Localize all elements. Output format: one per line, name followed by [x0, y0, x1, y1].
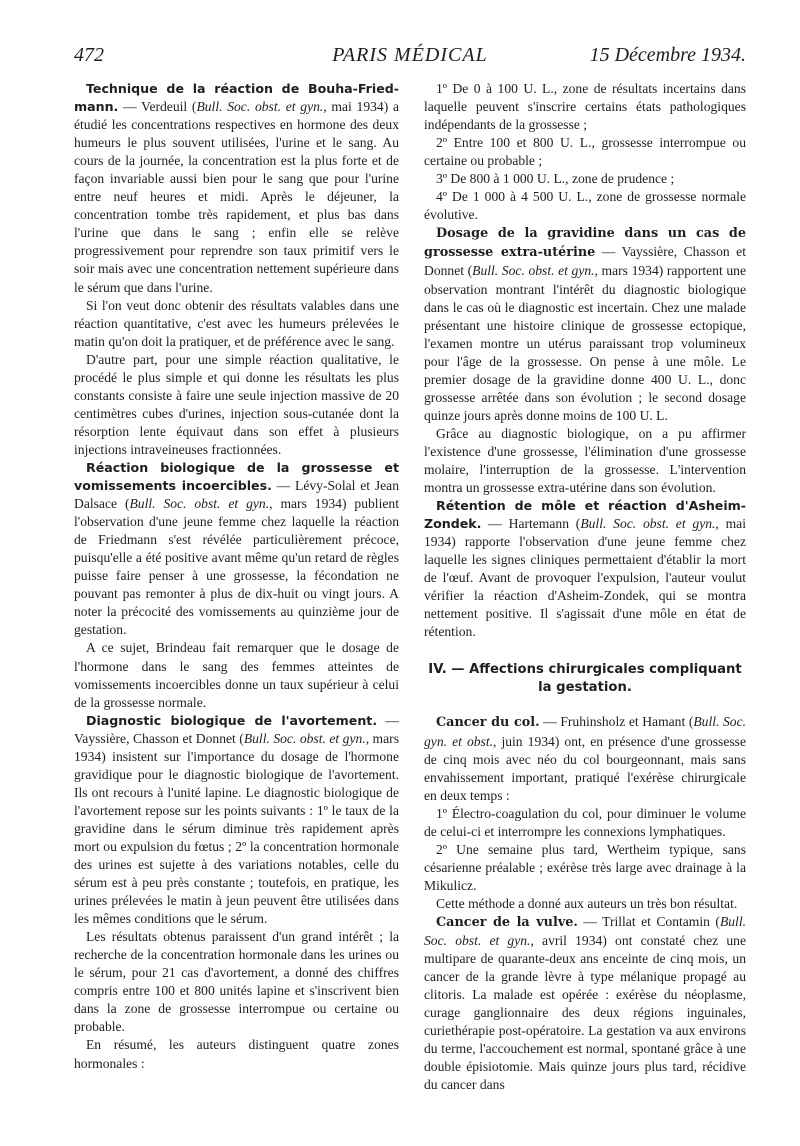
reference: Bull. Soc. obst. et gyn.: [196, 99, 324, 115]
paragraph: Technique de la réaction de Bouha-Fried-mann. — Verdeuil (Bull. Soc. obst. et gyn., mai 1934) a étudié les concentrations respectives en hormone des deux humeurs le plus souvent utilisées, l'urine et le sang. Au cours de la journée, la concentration est la plus forte et de façon invariable aussi bien pour le sang que pour l'urine entre neuf heures et midi. Après le déjeuner, la concentration tombe très rapidement, et plus bas dans l'urine que dans le sang ; enfin elle se relève progressivement pour reprendre son taux primitif vers le soir mais avec une concentration nettement supérieure dans le sérum que dans l'urine.: [74, 81, 399, 295]
paragraph: D'autre part, pour une simple réaction qualitative, le procédé le plus simple et qui donne les résultats les plus constants consiste à faire une seule injection massive de 20 centimètres cubes d'urines, injection sous-cutanée dont la résorption lente équivaut dans son effet à plusieurs injections intraveineuses fractionnées.: [74, 351, 399, 457]
paragraph: En résumé, les auteurs distinguent quatre zones hormonales :: [74, 1037, 399, 1071]
running-header: [74, 38, 746, 72]
issue-date: 15 Décembre 1934.: [589, 44, 746, 66]
paragraph: Cette méthode a donné aux auteurs un très bon résultat.: [436, 895, 738, 911]
section-title: IV. — Affections chirurgicales compliquant la gestation.: [428, 662, 742, 696]
list-item: 3º De 800 à 1 000 U. L., zone de prudence ;: [436, 171, 675, 187]
paragraph: Diagnostic biologique de l'avortement. — Vayssière, Chasson et Donnet (Bull. Soc. obst. et gyn., mars 1934) insistent sur l'importance du dosage de l'hormone gravidique pour le diagnostic biologique de l'avortement. Ils ont recours à l'unité lapine. Le diagnostic biologique de l'avortement repose sur les points suivants : 1º le taux de la gravidine dans le sérum diminue très rapidement après mort ou expulsion du fœtus ; 2º la concentration hormonale des urines est sujette à des variations notables, celle du sérum est à peu près constante ; toutefois, en pratique, les urines prélevées le matin à jeun peuvent être utilisées dans les mêmes conditions que le sérum.: [74, 712, 399, 927]
list-item: 1º Électro-coagulation du col, pour diminuer le volume de celui-ci et interrompre les connexions lymphatiques.: [424, 805, 746, 839]
reference: Bull. Soc. obst. et gyn.: [472, 263, 595, 279]
list-item: 2º Une semaine plus tard, Wertheim typique, sans césarienne préalable ; exérèse très large avec drainage à la Mikulicz.: [424, 841, 746, 893]
article-heading: Diagnostic biologique de l'avortement.: [86, 712, 378, 728]
paragraph: Réaction biologique de la grossesse et vomissements incoercibles. — Lévy-Solal et Jean Dalsace (Bull. Soc. obst. et gyn., mars 1934) publient l'observation d'une jeune femme chez laquelle la réaction de Friedmann s'est révélée particulièrement précoce, puisqu'elle a été positive avant même qu'un retard de règles puisse faire penser à une grossesse, la fécondation ne pouvant pas remonter à plus de dix-huit ou vingt jours. A noter la précocité des vomissements au quinzième jour de gestation.: [74, 459, 400, 638]
paragraph: Cancer de la vulve. — Trillat et Contamin (Bull. Soc. obst. et gyn., avril 1934) ont constaté chez une multipare de quarante-deux ans enceinte de cinq mois, un cancer de la grande lèvre à type mélanique propagé au clitoris. La malade est opérée : exérèse du néoplasme, curage ganglionnaire des deux régions inguinales, curiethérapie post-opératoire. La gestation va aux environs du terme, l'accouchement est normal, spontané grâce à une double épisiotomie. Mais quinze jours plus tard, récidive du cancer dans: [424, 913, 746, 1093]
page-number: 472: [74, 44, 104, 66]
reference: Bull. Soc. obst. et gyn.: [424, 913, 746, 949]
paragraph: A ce sujet, Brindeau fait remarquer que le dosage de l'hormone dans le sang des femmes atteintes de vomissements incoercibles donne un taux supérieur à celui de la grossesse normale.: [74, 640, 399, 710]
paragraph: Cancer du col. — Fruhinsholz et Hamant (Bull. Soc. gyn. et obst., juin 1934) ont, en présence d'une grossesse de cinq mois avec néo du col bourgeonnant, mais sans envahissement important, pratiqué l'exérèse chirurgicale en deux temps :: [424, 714, 747, 803]
article-heading: Rétention de môle et réaction d'Asheim-Zondek.: [424, 498, 746, 532]
list-item: 1º De 0 à 100 U. L., zone de résultats incertains dans laquelle peuvent s'inscrire certains états pathologiques indépendants de la grossesse ;: [424, 81, 746, 133]
article-heading: Réaction biologique de la grossesse et vomissements incoercibles.: [74, 459, 399, 494]
right-column: [424, 80, 746, 1094]
paragraph: Si l'on veut donc obtenir des résultats valables dans une réaction quantitative, c'est avec les humeurs prélevées le matin qu'on doit la pratiquer, et de préférence avec le sang.: [74, 297, 399, 349]
paragraph: Grâce au diagnostic biologique, on a pu affirmer l'existence d'une grossesse, l'élimination d'une grossesse molaire, l'interruption de la grossesse. L'intervention montra un grossesse extra-utérine dans son évolution.: [424, 425, 746, 496]
article-heading: Cancer du col.: [436, 715, 540, 731]
list-item: 4º De 1 000 à 4 500 U. L., zone de grossesse normale évolutive.: [424, 189, 746, 223]
article-heading: Dosage de la gravidine dans un cas de grossesse extra-utérine: [424, 226, 746, 261]
article-heading: Cancer de la vulve.: [436, 914, 578, 930]
reference: Bull. Soc. obst. et gyn.: [243, 730, 366, 746]
paragraph: Rétention de môle et réaction d'Asheim-Zondek. — Hartemann (Bull. Soc. obst. et gyn., mai 1934) rapporte l'observation d'une jeune femme chez laquelle les signes cliniques permettaient d'établir la mort de l'œuf. Avant de provoquer l'expulsion, l'auteur voulut vérifier la réaction d'Asheim-Zondek, qui se montra nettement positive. Il s'agissait d'une môle en état de rétention.: [424, 498, 746, 640]
reference: Bull. Soc. obst. et gyn.: [129, 496, 270, 512]
reference: Bull. Soc. gyn. et obst.: [424, 714, 747, 749]
journal-title: PARIS MÉDICAL: [332, 44, 488, 66]
paragraph: Dosage de la gravidine dans un cas de grossesse extra-utérine — Vayssière, Chasson et Donnet (Bull. Soc. obst. et gyn., mars 1934) rapportent une observation montrant l'intérêt du diagnostic biologique dans le cas où le diagnostic est incertain. Chez une malade présentant une histoire clinique de grossesse ectopique, l'examen montre un utérus paraissant trop volumineux pour l'âge de la grossesse. On pense à une môle. Le premier dosage de la gravidine donne 400 U. L., donc grossesse arrêtée dans son évolution ; le second dosage quinze jours après donne moins de 100 U. L.: [424, 226, 746, 423]
paragraph: Les résultats obtenus paraissent d'un grand intérêt ; la recherche de la concentration hormonale dans les urines ou le sérum, pour 21 cas d'avortement, a donné des chiffres compris entre 100 et 800 unités lapine et s'inscrivent bien dans la zone de grossesse interrompue ou certaine ou probable.: [74, 929, 399, 1035]
article-heading: Technique de la réaction de Bouha-Fried-mann.: [74, 81, 399, 115]
reference: Bull. Soc. obst. et gyn.: [580, 516, 716, 532]
list-item: 2º Entre 100 et 800 U. L., grossesse interrompue ou certaine ou probable ;: [424, 135, 746, 169]
left-column: [74, 80, 399, 1073]
